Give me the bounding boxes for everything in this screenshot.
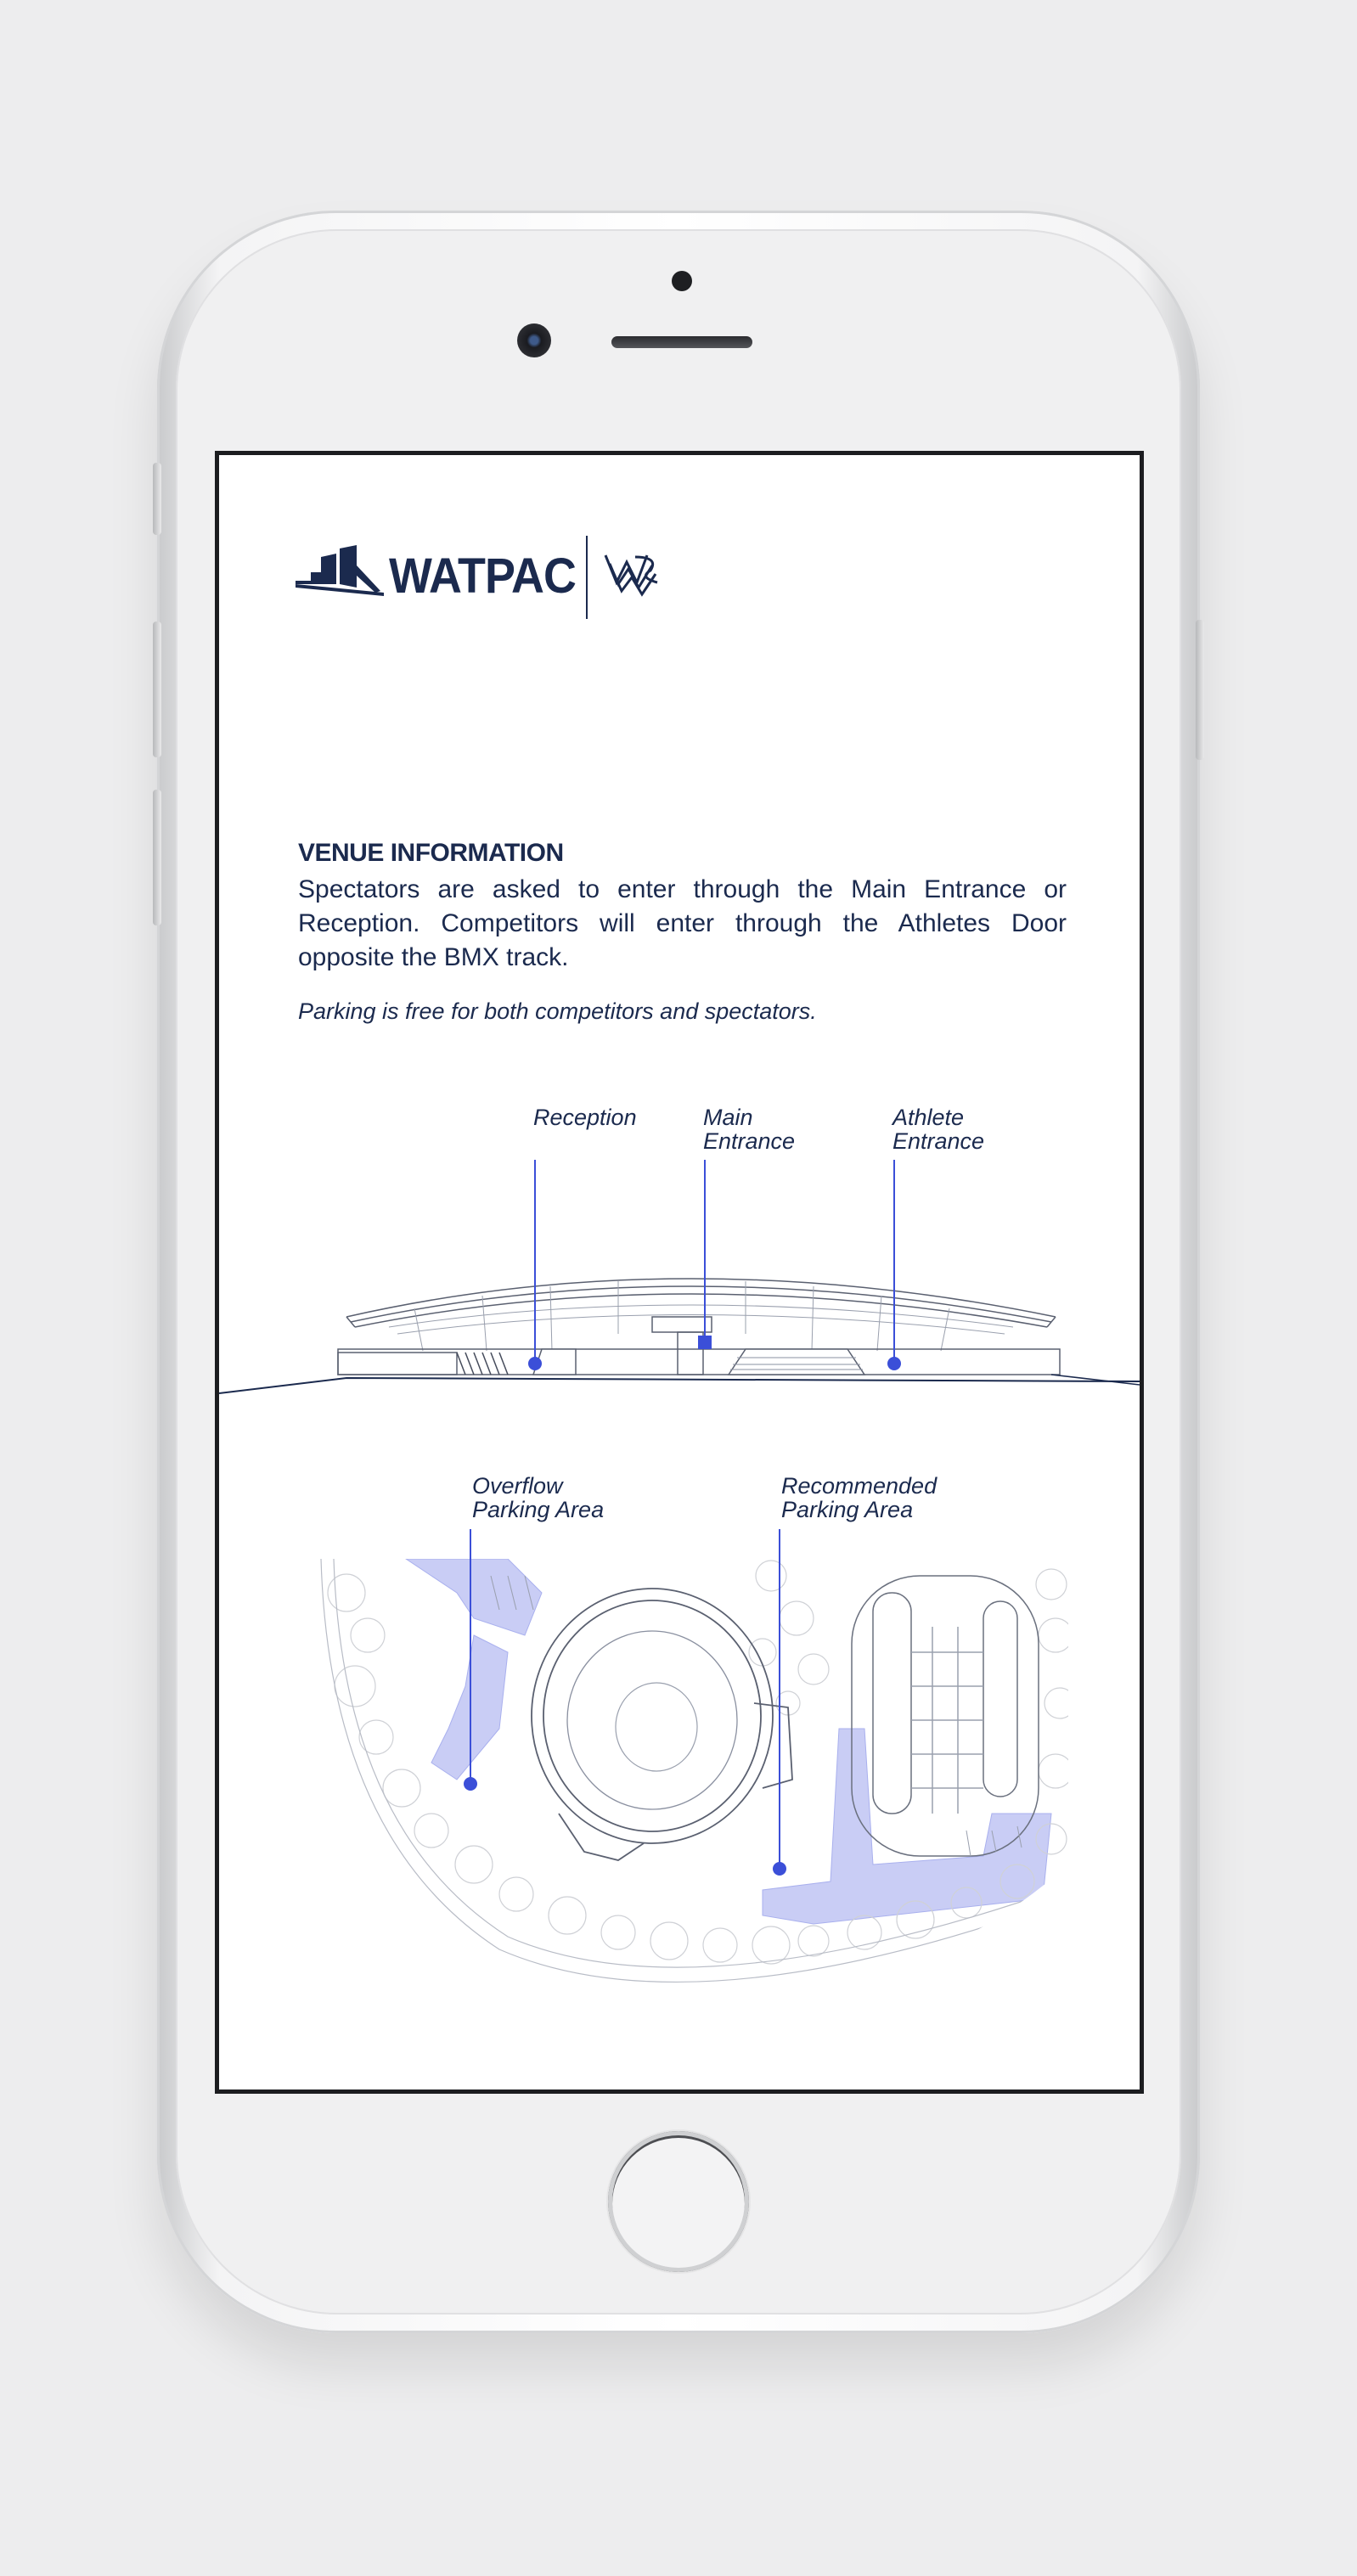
front-camera-icon xyxy=(517,323,551,357)
mute-switch xyxy=(153,463,161,535)
volume-down-button xyxy=(153,790,161,925)
label-main-entrance: Main Entrance xyxy=(703,1105,796,1154)
svg-text:WATPAC: WATPAC xyxy=(389,548,577,604)
volume-up-button xyxy=(153,622,161,757)
earpiece-speaker xyxy=(611,336,752,348)
venue-description: Spectators are asked to enter through the Main Entrance or Reception. Competitors will enter through the Athletes Door opposite the BMX track. xyxy=(298,875,1067,971)
recommended-parking-marker xyxy=(773,1862,786,1876)
athlete-entrance-marker xyxy=(887,1357,901,1370)
label-recommended-parking: Recommended Parking Area xyxy=(781,1473,938,1522)
power-button xyxy=(1196,620,1204,760)
phone-screen xyxy=(215,451,1144,2094)
proximity-sensor xyxy=(672,271,692,291)
home-button[interactable] xyxy=(608,2131,749,2272)
reception-marker xyxy=(528,1357,542,1370)
venue-title: VENUE INFORMATION xyxy=(298,839,564,867)
main-entrance-marker xyxy=(698,1336,712,1349)
label-athlete-entrance: Athlete Entrance xyxy=(892,1105,985,1154)
label-reception: Reception xyxy=(533,1105,637,1130)
elevation-markers xyxy=(219,1160,1140,1516)
parking-note: Parking is free for both competitors and spectators. xyxy=(298,998,817,1024)
label-overflow-parking: Overflow Parking Area xyxy=(472,1473,605,1522)
watpac-logo xyxy=(296,532,678,625)
site-plan-markers xyxy=(219,1529,1140,2005)
overflow-parking-marker xyxy=(464,1777,477,1791)
